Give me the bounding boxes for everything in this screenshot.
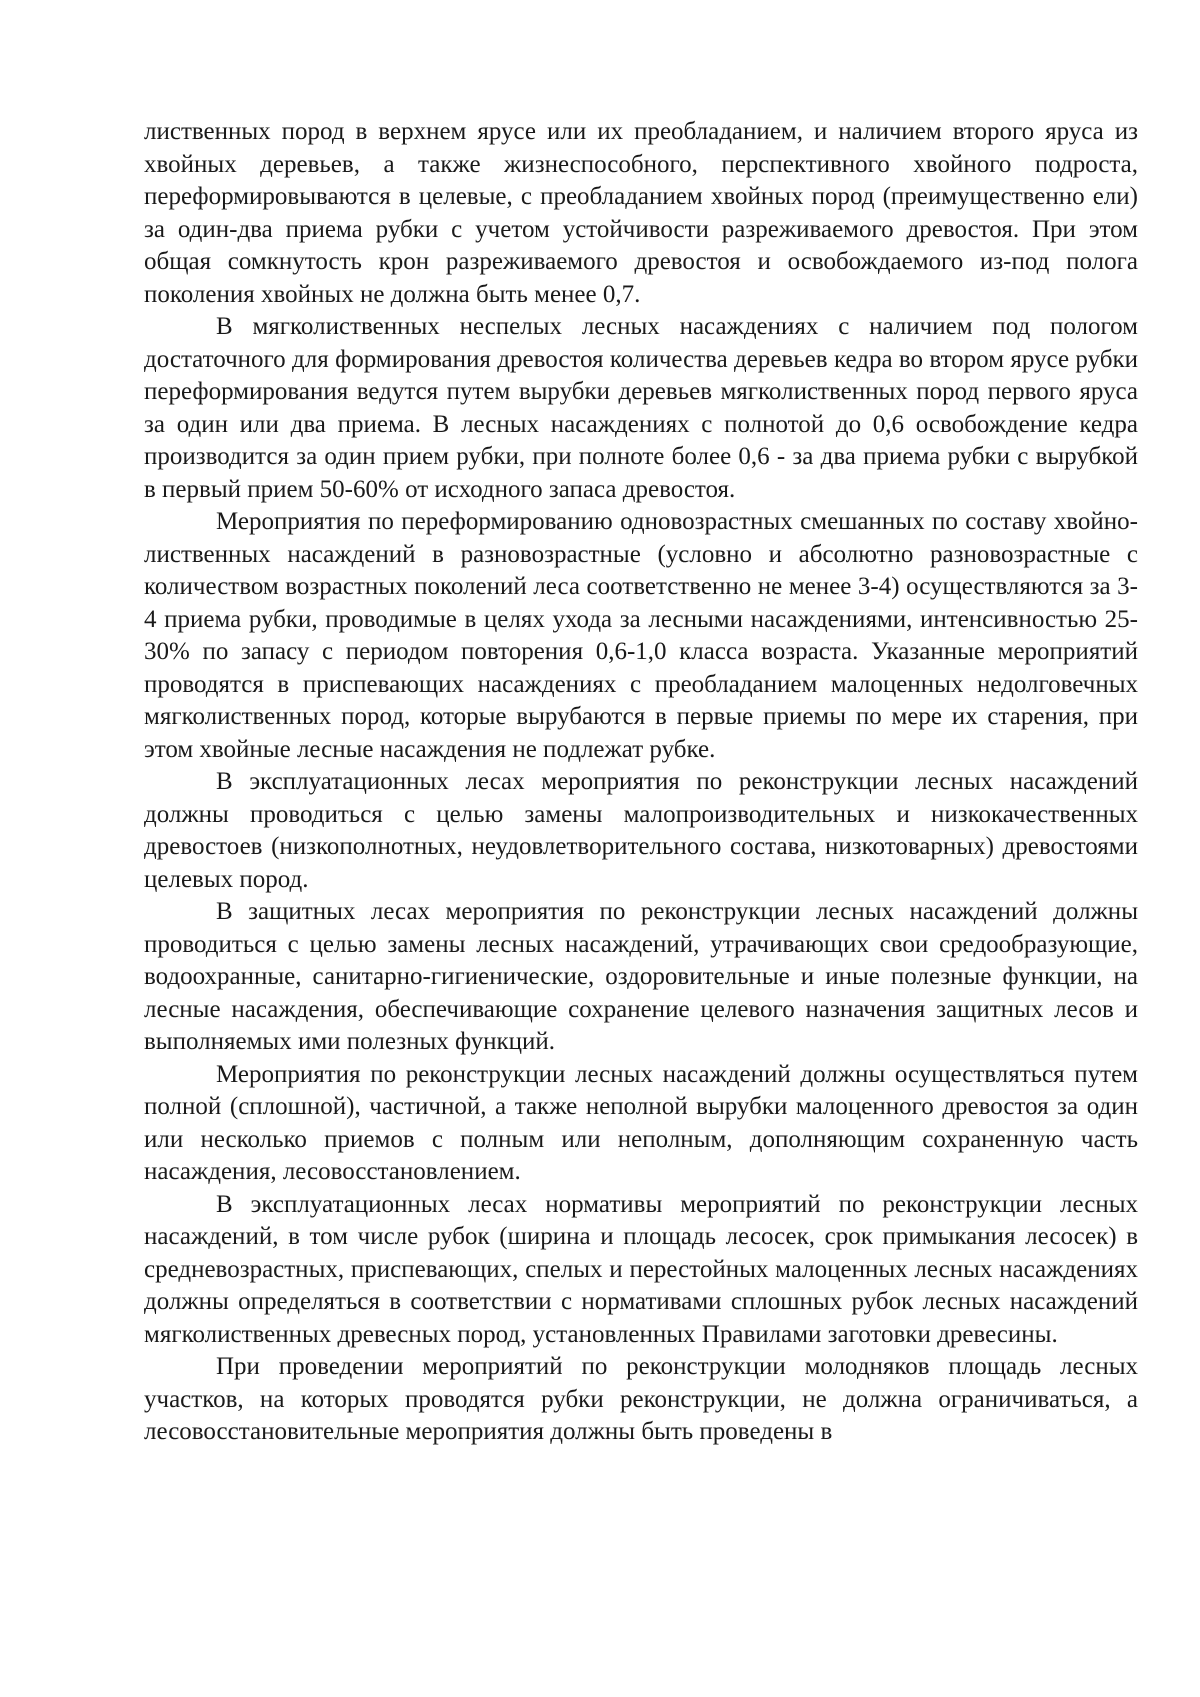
paragraph-3: Мероприятия по переформированию одновозрастных смешанных по составу хвойно-лиственных насаждений в разновозрастные (условно и абсолютно разновозрастные с количеством возрастных поколений леса соответственно не менее 3-4) осуществляются за 3-4 приема рубки, проводимые в целях ухода за лесными насаждениями, интенсивностью 25-30% по запасу с периодом повторения 0,6-1,0 класса возраста. Указанные мероприятий проводятся в приспевающих насаждениях с преобладанием малоценных недолговечных мягколиственных пород, которые вырубаются в первые приемы по мере их старения, при этом хвойные лесные насаждения не подлежат рубке. (144, 508, 1138, 763)
paragraph-2: В мягколиственных неспелых лесных насаждениях с наличием под пологом достаточного для формирования древостоя количества деревьев кедра во втором ярусе рубки переформирования ведутся путем вырубки деревьев мягколиственных пород первого яруса за один или два приема. В лесных насаждениях с полнотой до 0,6 освобождение кедра производится за один прием рубки, при полноте более 0,6 - за два приема рубки с вырубкой в первый прием 50-60% от исходного запаса древостоя. (144, 313, 1138, 503)
paragraph-4: В эксплуатационных лесах мероприятия по реконструкции лесных насаждений должны проводиться с целью замены малопроизводительных и низкокачественных древостоев (низкополнотных, неудовлетворительного состава, низкотоварных) древостоями целевых пород. (144, 768, 1138, 893)
document-page (144, 116, 1138, 1449)
paragraph-8: При проведении мероприятий по реконструкции молодняков площадь лесных участков, на которых проводятся рубки реконструкции, не должна ограничиваться, а лесовосстановительные мероприятия должны быть проведены в (144, 1353, 1138, 1445)
paragraph-7: В эксплуатационных лесах нормативы мероприятий по реконструкции лесных насаждений, в том числе рубок (ширина и площадь лесосек, срок примыкания лесосек) в средневозрастных, приспевающих, спелых и перестойных малоценных лесных насаждениях должны определяться в соответствии с нормативами сплошных рубок лесных насаждений мягколиственных древесных пород, установленных Правилами заготовки древесины. (144, 1190, 1138, 1348)
paragraph-6: Мероприятия по реконструкции лесных насаждений должны осуществляться путем полной (сплошной), частичной, а также неполной вырубки малоценного древостоя за один или несколько приемов с полным или неполным, дополняющим сохраненную часть насаждения, лесовосстановлением. (144, 1060, 1138, 1185)
paragraph-1: лиственных пород в верхнем ярусе или их преобладанием, и наличием второго яруса из хвойных деревьев, а также жизнеспособного, перспективного хвойного подроста, переформировываются в целевые, с преобладанием хвойных пород (преимущественно ели) за один-два приема рубки с учетом устойчивости разреживаемого древостоя. При этом общая сомкнутость крон разреживаемого древостоя и освобождаемого из-под полога поколения хвойных не должна быть менее 0,7. (144, 118, 1138, 308)
paragraph-5: В защитных лесах мероприятия по реконструкции лесных насаждений должны проводиться с целью замены лесных насаждений, утрачивающих свои средообразующие, водоохранные, санитарно-гигиенические, оздоровительные и иные полезные функции, на лесные насаждения, обеспечивающие сохранение целевого назначения защитных лесов и выполняемых ими полезных функций. (144, 898, 1138, 1055)
